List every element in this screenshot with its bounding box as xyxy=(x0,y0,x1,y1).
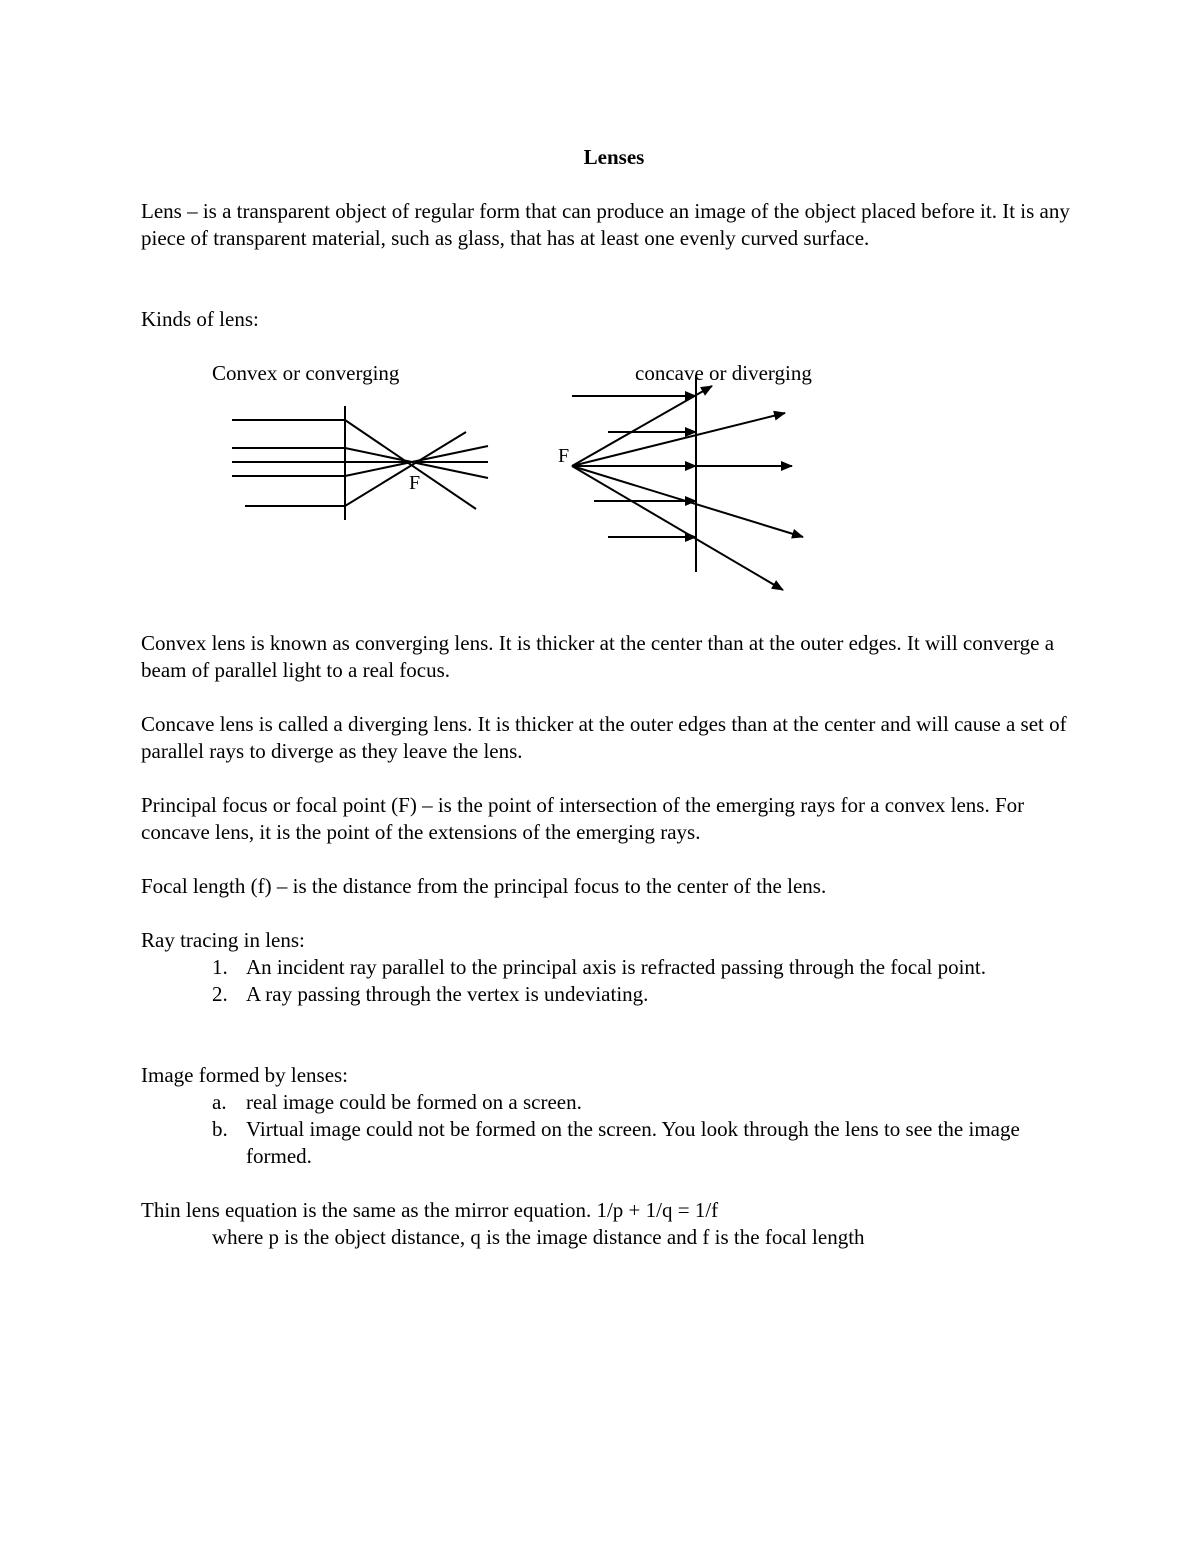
list-item xyxy=(212,954,1072,981)
list-marker: b. xyxy=(212,1117,228,1141)
list-item-text: A ray passing through the vertex is undeviating. xyxy=(246,982,649,1006)
list-marker: a. xyxy=(212,1090,227,1114)
list-item xyxy=(212,981,1072,1008)
concave-refracted-ray xyxy=(572,413,785,466)
convex-focus-label: F xyxy=(409,472,421,494)
focal-point-paragraph: Principal focus or focal point (F) – is the point of intersection of the emerging rays for a convex lens. For concave lens, it is the point of the extensions of the emerging rays. xyxy=(141,793,1025,844)
list-item xyxy=(212,1116,1072,1170)
list-item-text: Virtual image could not be formed on the screen. You look through the lens to see the image formed. xyxy=(246,1117,1020,1168)
list-marker: 2. xyxy=(212,982,228,1006)
image-heading: Image formed by lenses: xyxy=(141,1063,349,1087)
focal-length-paragraph: Focal length (f) – is the distance from the principal focus to the center of the lens. xyxy=(141,874,827,898)
concave-focus-label: F xyxy=(558,445,570,467)
convex-label: Convex or converging xyxy=(212,361,400,385)
list-item-text: An incident ray parallel to the principal axis is refracted passing through the focal point. xyxy=(246,955,987,979)
list-item-text: real image could be formed on a screen. xyxy=(246,1090,582,1114)
convex-paragraph: Convex lens is known as converging lens. It is thicker at the center than at the outer edges. It will converge a beam of parallel light to a real focus. xyxy=(141,631,1055,682)
concave-refracted-ray xyxy=(572,386,712,466)
convex-refracted-ray xyxy=(345,420,476,509)
image-list xyxy=(212,1089,1072,1170)
concave-label: concave or diverging xyxy=(635,361,812,385)
kinds-heading: Kinds of lens: xyxy=(141,307,259,331)
list-item xyxy=(212,1089,1072,1116)
concave-paragraph: Concave lens is called a diverging lens. It is thicker at the outer edges than at the center and will cause a set of parallel rays to diverge as they leave the lens. xyxy=(141,712,1067,763)
page-title: Lenses xyxy=(583,145,645,169)
concave-refracted-ray xyxy=(572,466,783,590)
list-marker: 1. xyxy=(212,955,228,979)
ray-tracing-list xyxy=(212,954,1072,1008)
thin-lens-equation: Thin lens equation is the same as the mirror equation. 1/p + 1/q = 1/f xyxy=(141,1198,719,1222)
lens-definition: Lens – is a transparent object of regular form that can produce an image of the object placed before it. It is any piece of transparent material, such as glass, that has at least one evenly curved surface. xyxy=(141,199,1070,250)
ray-tracing-heading: Ray tracing in lens: xyxy=(141,928,305,952)
equation-explanation: where p is the object distance, q is the image distance and f is the focal length xyxy=(212,1225,865,1249)
concave-lens-diagram xyxy=(572,375,803,590)
convex-lens-diagram xyxy=(232,406,488,520)
